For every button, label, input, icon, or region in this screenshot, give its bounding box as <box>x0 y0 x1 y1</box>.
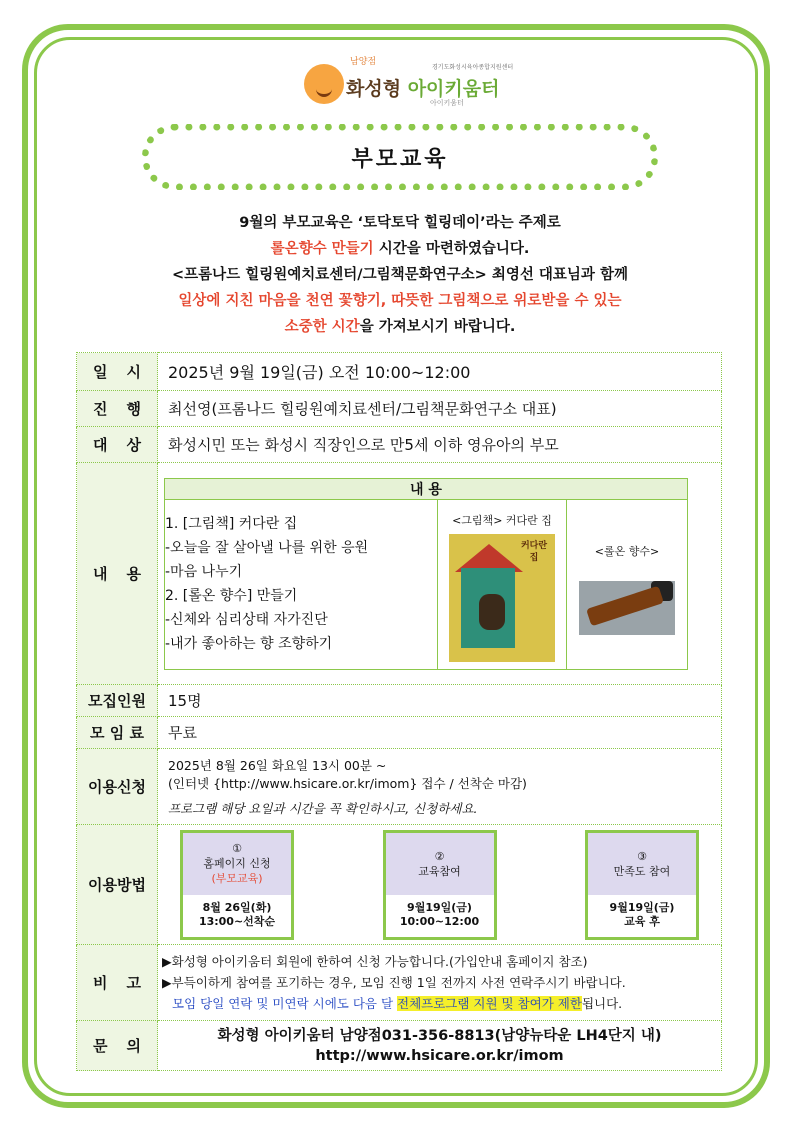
inquiry-phone: 화성형 아이키움터 남양점031-356-8813(남양뉴타운 LH4단지 내) <box>217 1027 662 1044</box>
row-method-value <box>158 825 722 945</box>
step-3 <box>585 830 699 940</box>
label-char: 대 <box>93 436 108 454</box>
list-item: -오늘을 잘 살아낼 나를 위한 응원 <box>165 540 369 556</box>
step-number: ① <box>232 842 242 855</box>
label-char: 의 <box>126 1037 141 1055</box>
row-remarks-value <box>158 945 722 1021</box>
logo-name <box>346 74 499 101</box>
apply-line-1: 2025년 8월 26일 화요일 13시 00분 ~ <box>168 757 387 773</box>
step-1 <box>180 830 294 940</box>
list-item: -내가 좋아하는 향 조향하기 <box>165 636 333 652</box>
intro-line-2-rest: 시간을 마련하였습니다. <box>373 241 530 257</box>
oil-cell <box>567 499 688 669</box>
label-char: 고 <box>126 974 141 992</box>
step-sub: (부모교육) <box>211 872 263 885</box>
step-time: 10:00~12:00 <box>399 914 480 928</box>
row-capacity-value: 15명 <box>158 685 722 717</box>
remark-blue: 모임 당일 연락 및 미연락 시에도 다음 달 <box>172 996 397 1011</box>
book-caption: <그림책> 커다란 집 <box>452 514 552 527</box>
steps <box>168 830 711 940</box>
logo-face-icon <box>304 64 344 104</box>
row-remarks-label <box>77 945 158 1021</box>
row-date-label <box>77 353 158 391</box>
label-char: 일 <box>93 363 108 381</box>
step-number: ② <box>434 849 445 863</box>
label-char: 상 <box>126 436 141 454</box>
list-item: 1. [그림책] 커다란 집 <box>165 516 298 532</box>
content-list <box>165 499 438 669</box>
row-target-label <box>77 427 158 463</box>
intro-line-5 <box>60 314 740 340</box>
intro-line-3: <프롬나드 힐링원예치료센터/그림책문화연구소> 최영선 대표님과 함께 <box>172 267 628 283</box>
step-2 <box>383 830 497 940</box>
step-title: 교육참여 <box>418 864 461 878</box>
row-host-value: 최선영(프롬나드 힐링원예치료센터/그림책문화연구소 대표) <box>158 391 722 427</box>
label-char: 진 <box>93 400 108 418</box>
content-table <box>164 478 688 670</box>
list-item: -마음 나누기 <box>165 564 243 580</box>
page-title: 부모교육 <box>351 146 449 172</box>
logo-org: 경기도화성시육아종합지원센터 <box>432 64 514 71</box>
step-date: 9월19일(금) <box>609 900 675 914</box>
row-target-value: 화성시민 또는 화성시 직장인으로 만5세 이하 영유아의 부모 <box>158 427 722 463</box>
info-table <box>76 352 722 1071</box>
logo-name-part1: 화성형 <box>346 78 408 100</box>
step-number: ③ <box>637 849 647 863</box>
intro-highlight: 롤온향수 만들기 <box>270 241 374 257</box>
intro-line-5-rest: 을 가져보시기 바랍니다. <box>359 319 516 335</box>
oil-caption: <롤온 향수> <box>594 545 660 558</box>
list-item: -신체와 심리상태 자가진단 <box>165 612 328 628</box>
row-apply-value <box>158 749 722 825</box>
logo-name-part2: 아이키움터 <box>407 78 500 100</box>
roll-on-perfume-image <box>579 581 675 635</box>
label-char: 비 <box>93 974 108 992</box>
step-title: 홈페이지 신청 <box>203 857 271 870</box>
logo-branch: 남양점 <box>350 57 377 67</box>
title-box <box>142 124 658 190</box>
logo-tagline: 아이키움터 <box>430 99 464 107</box>
row-inquiry <box>77 1021 722 1071</box>
remark-end: 됩니다. <box>581 996 623 1011</box>
book-cover-image <box>449 534 555 662</box>
row-fee-value: 무료 <box>158 717 722 749</box>
row-fee-label: 모 임 료 <box>77 717 158 749</box>
content-header: 내 용 <box>165 478 688 499</box>
row-inquiry-value <box>158 1021 722 1071</box>
logo <box>300 54 514 110</box>
row-date-value: 2025년 9월 19일(금) 오전 10:00~12:00 <box>158 353 722 391</box>
apply-line-2: (인터넷 {http://www.hsicare.or.kr/imom} 접수 / 선착순 마감) <box>168 775 527 791</box>
book-cover-title: 커다란 집 <box>520 541 548 563</box>
list-item: 2. [롤온 향수] 만들기 <box>165 588 298 604</box>
label-char: 시 <box>126 363 141 381</box>
label-char: 행 <box>126 400 141 418</box>
row-fee <box>77 717 722 749</box>
remark-highlight: 전체프로그램 지원 및 참여가 제한 <box>397 996 582 1011</box>
inquiry-url[interactable]: http://www.hsicare.or.kr/imom <box>315 1047 564 1064</box>
row-capacity-label: 모집인원 <box>77 685 158 717</box>
book-cell <box>438 499 567 669</box>
step-time: 교육 후 <box>624 914 660 928</box>
row-capacity <box>77 685 722 717</box>
intro-line-1: 9월의 부모교육은 ‘토닥토닥 힐링데이’라는 주제로 <box>239 215 561 231</box>
apply-note: 프로그램 해당 요일과 시간을 꼭 확인하시고, 신청하세요. <box>168 800 478 816</box>
row-content <box>77 463 722 685</box>
row-remarks <box>77 945 722 1021</box>
remark-line-3 <box>162 993 717 1014</box>
intro-line-2 <box>60 236 740 262</box>
row-inquiry-label <box>77 1021 158 1071</box>
row-method-label: 이용방법 <box>77 825 158 945</box>
intro-line-4: 일상에 지친 마음을 천연 꽃향기, 따뜻한 그림책으로 위로받을 수 있는 <box>178 293 622 309</box>
intro-line-5-red: 소중한 시간 <box>284 319 360 335</box>
row-apply-label: 이용신청 <box>77 749 158 825</box>
label-char: 내 <box>93 565 108 583</box>
row-date <box>77 353 722 391</box>
bottle-body <box>586 586 664 627</box>
step-time: 13:00~선착순 <box>198 914 276 928</box>
row-content-value <box>158 463 722 685</box>
remark-line-1: ▶화성형 아이키움터 회원에 한하여 신청 가능합니다.(가입안내 홈페이지 참조) <box>162 954 588 969</box>
step-date: 9월19일(금) <box>407 900 472 914</box>
label-char: 문 <box>93 1037 108 1055</box>
step-title: 만족도 참여 <box>613 864 671 878</box>
step-date: 8월 26일(화) <box>202 900 272 914</box>
row-content-label <box>77 463 158 685</box>
row-host-label <box>77 391 158 427</box>
row-apply <box>77 749 722 825</box>
bear-figure <box>479 594 505 630</box>
remark-line-2: ▶부득이하게 참여를 포기하는 경우, 모임 진행 1일 전까지 사전 연락주시기 바랍니다. <box>162 975 626 990</box>
label-char: 용 <box>126 565 141 583</box>
row-host <box>77 391 722 427</box>
row-method <box>77 825 722 945</box>
row-target <box>77 427 722 463</box>
intro-text <box>60 210 740 340</box>
